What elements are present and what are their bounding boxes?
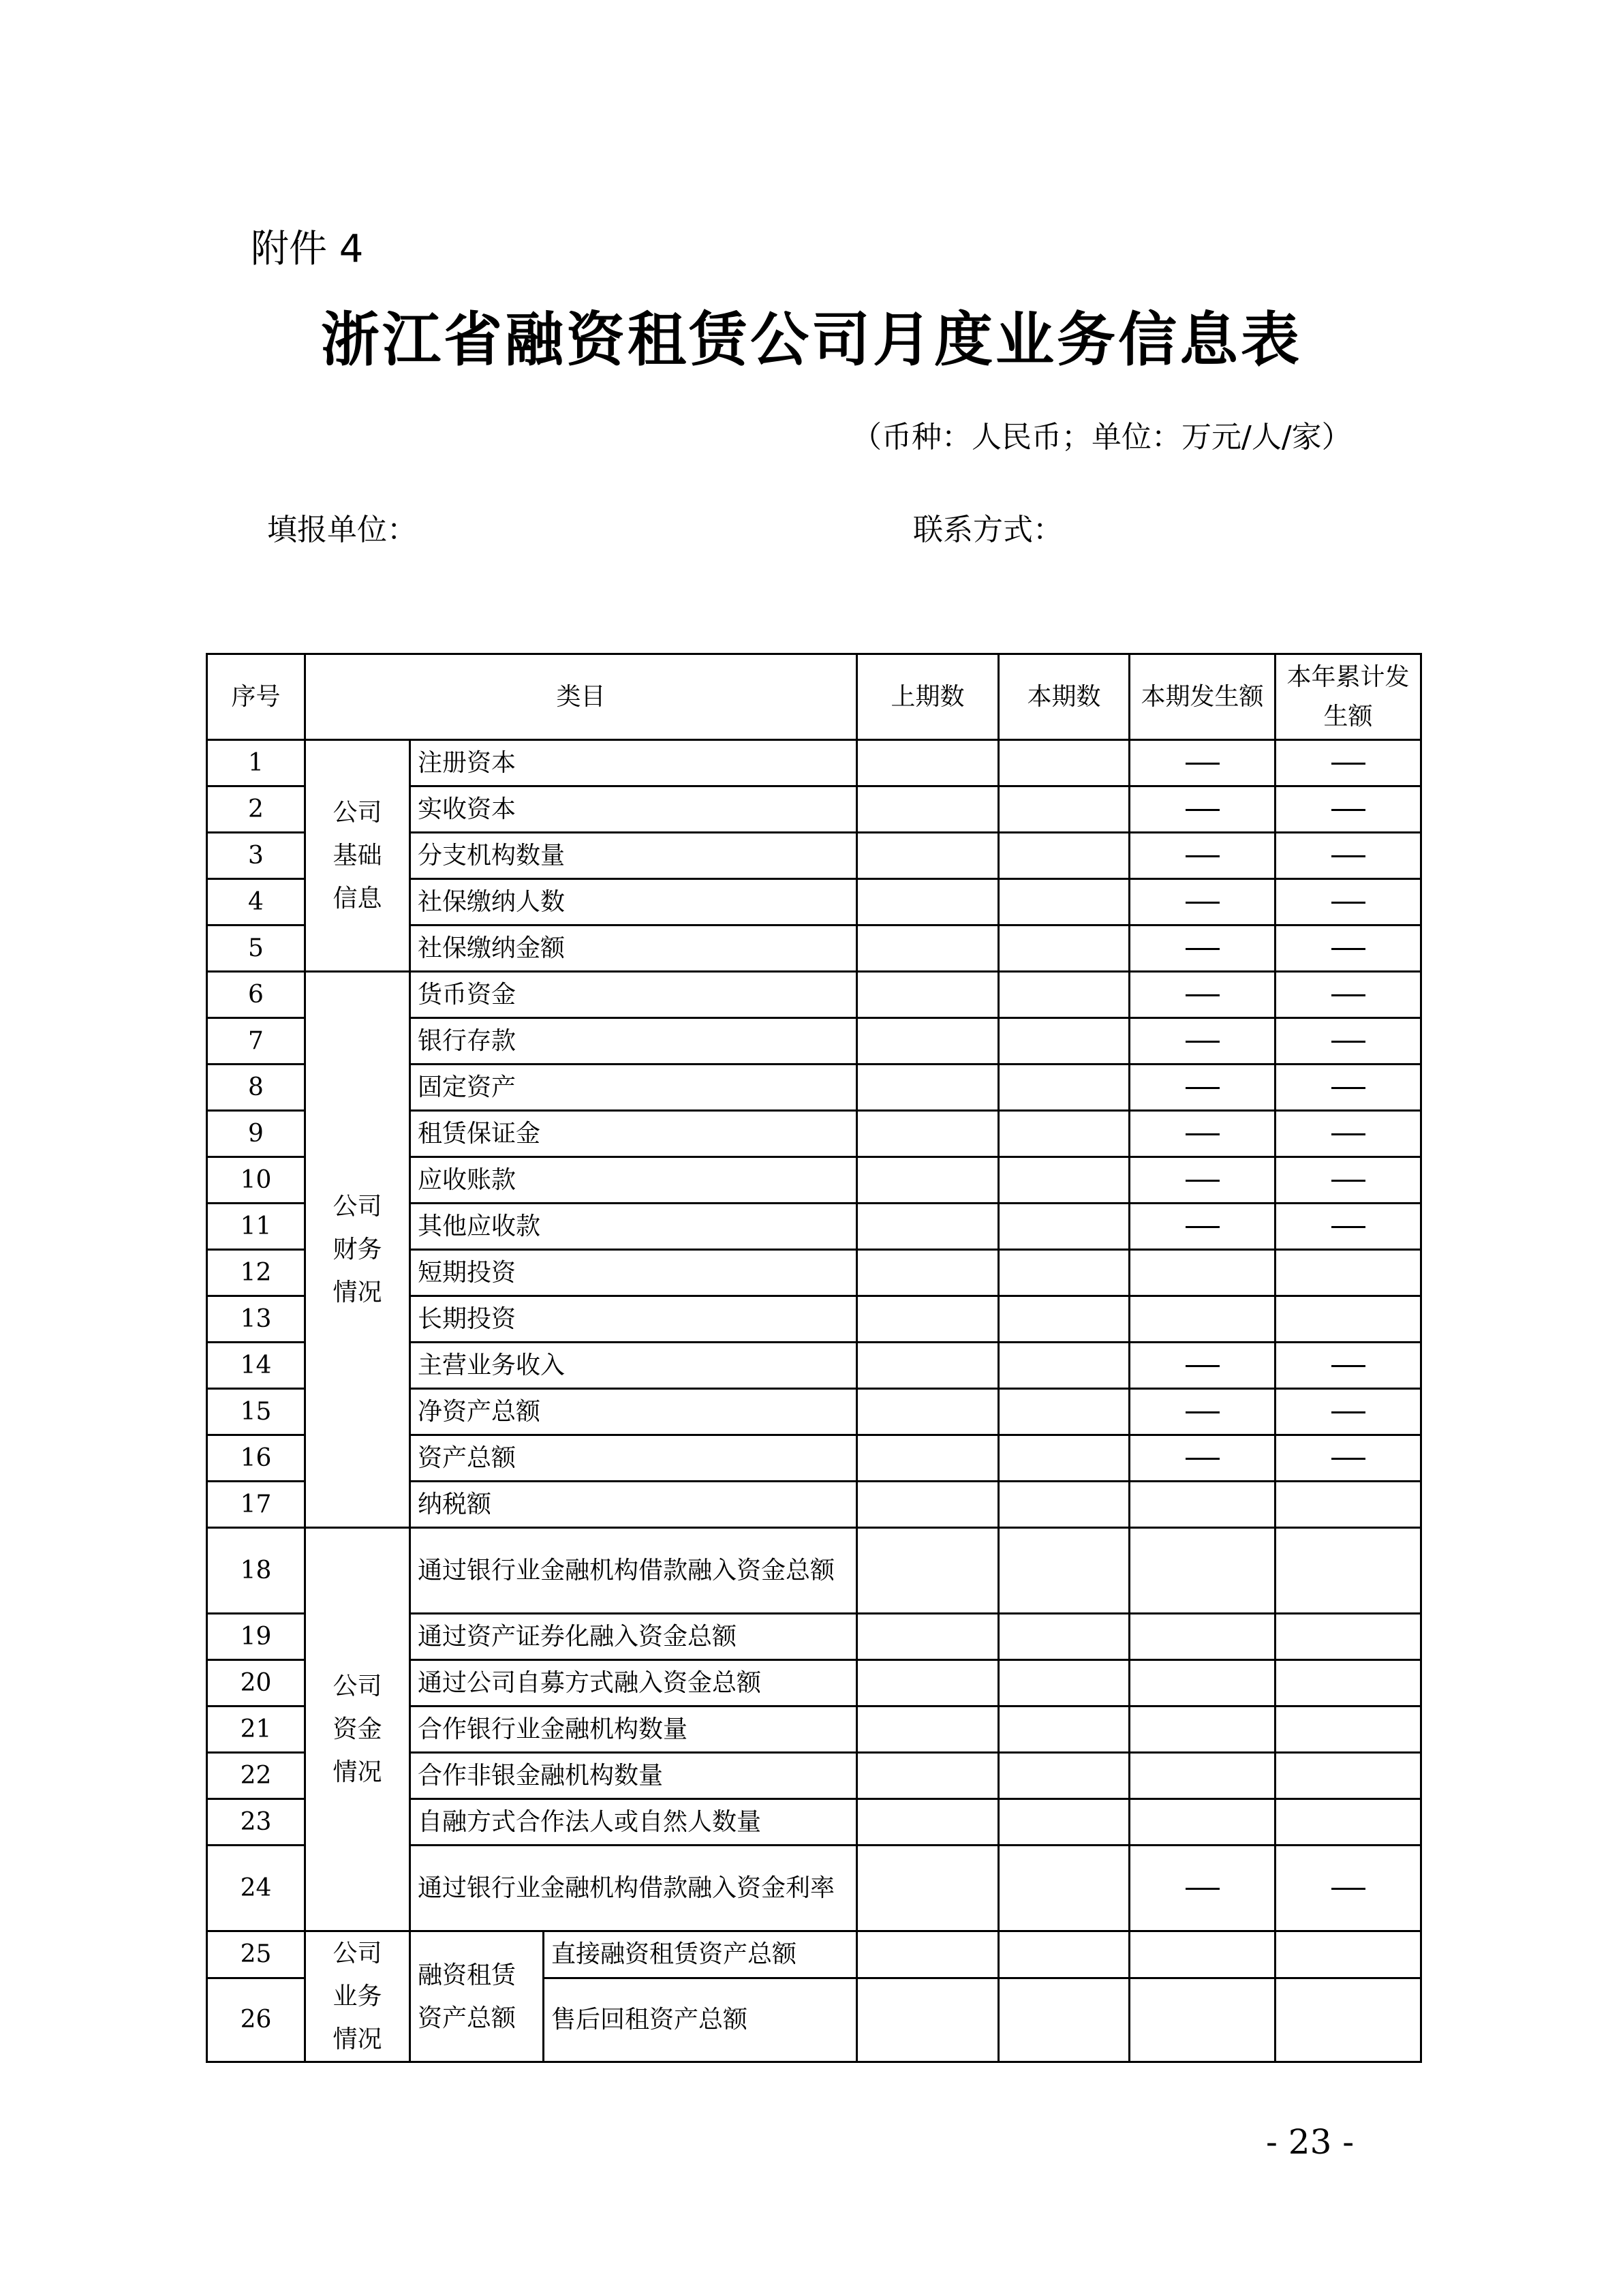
period-amount-cell[interactable] [1130, 1482, 1276, 1528]
not-applicable-dash [1186, 855, 1220, 857]
row-number: 19 [207, 1614, 305, 1660]
business-info-table [206, 653, 1422, 2063]
curr-value-cell[interactable] [999, 1435, 1130, 1482]
reporting-unit-label: 填报单位： [267, 512, 417, 547]
category-item: 主营业务收入 [410, 1343, 857, 1389]
curr-value-cell[interactable] [999, 786, 1130, 833]
year-amount-cell[interactable] [1276, 1528, 1421, 1614]
category-item: 应收账款 [410, 1157, 857, 1204]
row-number: 18 [207, 1528, 305, 1614]
not-applicable-dash [1331, 948, 1365, 950]
prev-value-cell[interactable] [857, 1846, 999, 1931]
row-number: 23 [207, 1799, 305, 1846]
table-header [207, 654, 1421, 740]
group-business [305, 1931, 410, 2062]
year-amount-cell[interactable] [1276, 1706, 1421, 1753]
not-applicable-dash [1186, 1365, 1220, 1367]
year-amount-cell-na [1276, 786, 1421, 833]
table-body [207, 740, 1421, 2062]
category-item: 通过资产证券化融入资金总额 [410, 1614, 857, 1660]
row-number: 25 [207, 1931, 305, 1978]
period-amount-cell[interactable] [1130, 1614, 1276, 1660]
not-applicable-dash [1331, 994, 1365, 996]
year-amount-cell-na [1276, 1018, 1421, 1065]
period-amount-cell[interactable] [1130, 1296, 1276, 1343]
not-applicable-dash [1186, 1226, 1220, 1228]
period-amount-cell[interactable] [1130, 1753, 1276, 1799]
period-amount-cell-na [1130, 925, 1276, 972]
prev-value-cell[interactable] [857, 1435, 999, 1482]
not-applicable-dash [1186, 948, 1220, 950]
not-applicable-dash [1331, 1365, 1365, 1367]
group-label-line: 业务 [333, 1983, 382, 2010]
not-applicable-dash [1331, 809, 1365, 811]
year-amount-cell[interactable] [1276, 1482, 1421, 1528]
group-label-line: 资金 [333, 1715, 382, 1743]
curr-value-cell[interactable] [999, 972, 1130, 1018]
prev-value-cell[interactable] [857, 1204, 999, 1250]
period-amount-cell-na [1130, 1389, 1276, 1435]
column-header-curr: 本期数 [999, 654, 1130, 740]
column-header-prev: 上期数 [857, 654, 999, 740]
not-applicable-dash [1186, 1458, 1220, 1460]
curr-value-cell[interactable] [999, 1614, 1130, 1660]
not-applicable-dash [1186, 1133, 1220, 1135]
category-item: 售后回租资产总额 [544, 1978, 857, 2062]
not-applicable-dash [1186, 1411, 1220, 1413]
group-label-line: 基础 [333, 842, 382, 870]
row-number: 10 [207, 1157, 305, 1204]
not-applicable-dash [1331, 1087, 1365, 1089]
period-amount-cell-na [1130, 1435, 1276, 1482]
period-amount-cell-na [1130, 1846, 1276, 1931]
row-number: 14 [207, 1343, 305, 1389]
curr-value-cell[interactable] [999, 925, 1130, 972]
curr-value-cell[interactable] [999, 1931, 1130, 1978]
row-number: 8 [207, 1065, 305, 1111]
not-applicable-dash [1331, 855, 1365, 857]
curr-value-cell[interactable] [999, 1111, 1130, 1157]
period-amount-cell-na [1130, 833, 1276, 879]
curr-value-cell[interactable] [999, 1706, 1130, 1753]
period-amount-cell-na [1130, 1018, 1276, 1065]
year-amount-cell-na [1276, 1204, 1421, 1250]
table-row [207, 1528, 1421, 1614]
period-amount-cell[interactable] [1130, 1250, 1276, 1296]
prev-value-cell[interactable] [857, 1111, 999, 1157]
category-item: 合作非银金融机构数量 [410, 1753, 857, 1799]
row-number: 15 [207, 1389, 305, 1435]
period-amount-cell[interactable] [1130, 1931, 1276, 1978]
prev-value-cell[interactable] [857, 1018, 999, 1065]
contact-info-label: 联系方式： [913, 512, 1063, 547]
category-item: 短期投资 [410, 1250, 857, 1296]
page-number: - 23 - [1266, 2122, 1355, 2162]
row-number: 2 [207, 786, 305, 833]
period-amount-cell-na [1130, 972, 1276, 1018]
not-applicable-dash [1331, 902, 1365, 904]
year-amount-cell-na [1276, 1065, 1421, 1111]
curr-value-cell[interactable] [999, 740, 1130, 786]
row-number: 4 [207, 879, 305, 925]
row-number: 1 [207, 740, 305, 786]
year-amount-cell[interactable] [1276, 1753, 1421, 1799]
not-applicable-dash [1331, 1226, 1365, 1228]
row-number: 7 [207, 1018, 305, 1065]
period-amount-cell-na [1130, 1157, 1276, 1204]
category-item: 实收资本 [410, 786, 857, 833]
prev-value-cell[interactable] [857, 1978, 999, 2062]
column-header-category: 类目 [305, 654, 857, 740]
curr-value-cell[interactable] [999, 1157, 1130, 1204]
period-amount-cell-na [1130, 1343, 1276, 1389]
group-funding [305, 1528, 410, 1931]
prev-value-cell[interactable] [857, 1296, 999, 1343]
curr-value-cell[interactable] [999, 1846, 1130, 1931]
period-amount-cell[interactable] [1130, 1660, 1276, 1706]
document-title: 浙江省融资租赁公司月度业务信息表 [321, 305, 1302, 374]
group-label-line: 公司 [333, 799, 382, 827]
group-label-line: 公司 [333, 1940, 382, 1968]
group-label-line: 财务 [333, 1236, 382, 1264]
year-amount-cell-na [1276, 1389, 1421, 1435]
row-number: 21 [207, 1706, 305, 1753]
category-item: 资产总额 [410, 1435, 857, 1482]
category-item: 注册资本 [410, 740, 857, 786]
curr-value-cell[interactable] [999, 879, 1130, 925]
year-amount-cell-na [1276, 833, 1421, 879]
year-amount-cell[interactable] [1276, 1660, 1421, 1706]
curr-value-cell[interactable] [999, 1753, 1130, 1799]
year-amount-cell[interactable] [1276, 1978, 1421, 2062]
group-label-line: 情况 [333, 2025, 382, 2053]
curr-value-cell[interactable] [999, 1978, 1130, 2062]
group-label-line: 情况 [333, 1758, 382, 1786]
not-applicable-dash [1331, 1180, 1365, 1182]
group-label-line: 公司 [333, 1672, 382, 1700]
row-number: 5 [207, 925, 305, 972]
curr-value-cell[interactable] [999, 833, 1130, 879]
period-amount-cell-na [1130, 1065, 1276, 1111]
table-row [207, 740, 1421, 786]
year-amount-cell-na [1276, 1157, 1421, 1204]
prev-value-cell[interactable] [857, 879, 999, 925]
category-item: 社保缴纳金额 [410, 925, 857, 972]
row-number: 16 [207, 1435, 305, 1482]
prev-value-cell[interactable] [857, 972, 999, 1018]
table-row [207, 1931, 1421, 1978]
prev-value-cell[interactable] [857, 1753, 999, 1799]
curr-value-cell[interactable] [999, 1660, 1130, 1706]
curr-value-cell[interactable] [999, 1065, 1130, 1111]
curr-value-cell[interactable] [999, 1343, 1130, 1389]
year-amount-cell[interactable] [1276, 1614, 1421, 1660]
not-applicable-dash [1186, 1888, 1220, 1890]
not-applicable-dash [1331, 1888, 1365, 1890]
prev-value-cell[interactable] [857, 1614, 999, 1660]
not-applicable-dash [1331, 1133, 1365, 1135]
category-item: 长期投资 [410, 1296, 857, 1343]
year-amount-cell-na [1276, 1435, 1421, 1482]
row-number: 3 [207, 833, 305, 879]
currency-unit-note: （币种：人民币；单位：万元/人/家） [852, 420, 1352, 455]
subgroup-lease-assets: 融资租赁资产总额 [410, 1931, 544, 2062]
row-number: 13 [207, 1296, 305, 1343]
prev-value-cell[interactable] [857, 740, 999, 786]
curr-value-cell[interactable] [999, 1296, 1130, 1343]
year-amount-cell[interactable] [1276, 1799, 1421, 1846]
prev-value-cell[interactable] [857, 1799, 999, 1846]
year-amount-cell-na [1276, 740, 1421, 786]
prev-value-cell[interactable] [857, 925, 999, 972]
table-row [207, 972, 1421, 1018]
not-applicable-dash [1186, 809, 1220, 811]
year-amount-cell-na [1276, 972, 1421, 1018]
prev-value-cell[interactable] [857, 1482, 999, 1528]
prev-value-cell[interactable] [857, 1389, 999, 1435]
period-amount-cell-na [1130, 740, 1276, 786]
not-applicable-dash [1331, 1458, 1365, 1460]
row-number: 11 [207, 1204, 305, 1250]
column-header-seq: 序号 [207, 654, 305, 740]
category-item: 自融方式合作法人或自然人数量 [410, 1799, 857, 1846]
not-applicable-dash [1186, 1180, 1220, 1182]
curr-value-cell[interactable] [999, 1204, 1130, 1250]
category-item: 固定资产 [410, 1065, 857, 1111]
prev-value-cell[interactable] [857, 1660, 999, 1706]
column-header-period-amount: 本期发生额 [1130, 654, 1276, 740]
period-amount-cell[interactable] [1130, 1978, 1276, 2062]
curr-value-cell[interactable] [999, 1528, 1130, 1614]
curr-value-cell[interactable] [999, 1799, 1130, 1846]
attachment-label: 附件 4 [251, 227, 364, 271]
group-finance [305, 972, 410, 1528]
period-amount-cell-na [1130, 786, 1276, 833]
prev-value-cell[interactable] [857, 1931, 999, 1978]
period-amount-cell[interactable] [1130, 1799, 1276, 1846]
row-number: 24 [207, 1846, 305, 1931]
year-amount-cell-na [1276, 1846, 1421, 1931]
year-amount-cell-na [1276, 925, 1421, 972]
year-amount-cell-na [1276, 1111, 1421, 1157]
group-label-line: 信息 [333, 885, 382, 913]
not-applicable-dash [1186, 994, 1220, 996]
prev-value-cell[interactable] [857, 1157, 999, 1204]
category-item: 社保缴纳人数 [410, 879, 857, 925]
not-applicable-dash [1186, 1087, 1220, 1089]
year-amount-cell-na [1276, 879, 1421, 925]
period-amount-cell[interactable] [1130, 1706, 1276, 1753]
category-item: 货币资金 [410, 972, 857, 1018]
prev-value-cell[interactable] [857, 786, 999, 833]
category-item: 通过银行业金融机构借款融入资金总额 [410, 1528, 857, 1614]
category-item: 银行存款 [410, 1018, 857, 1065]
curr-value-cell[interactable] [999, 1389, 1130, 1435]
row-number: 17 [207, 1482, 305, 1528]
period-amount-cell-na [1130, 879, 1276, 925]
row-number: 12 [207, 1250, 305, 1296]
period-amount-cell[interactable] [1130, 1528, 1276, 1614]
category-item: 净资产总额 [410, 1389, 857, 1435]
not-applicable-dash [1186, 902, 1220, 904]
not-applicable-dash [1186, 1041, 1220, 1043]
prev-value-cell[interactable] [857, 1528, 999, 1614]
not-applicable-dash [1331, 763, 1365, 765]
period-amount-cell-na [1130, 1111, 1276, 1157]
prev-value-cell[interactable] [857, 1343, 999, 1389]
curr-value-cell[interactable] [999, 1482, 1130, 1528]
year-amount-cell[interactable] [1276, 1250, 1421, 1296]
prev-value-cell[interactable] [857, 833, 999, 879]
column-header-year-amount: 本年累计发生额 [1276, 654, 1421, 740]
category-item: 纳税额 [410, 1482, 857, 1528]
year-amount-cell-na [1276, 1343, 1421, 1389]
curr-value-cell[interactable] [999, 1250, 1130, 1296]
category-item: 租赁保证金 [410, 1111, 857, 1157]
not-applicable-dash [1331, 1411, 1365, 1413]
year-amount-cell[interactable] [1276, 1296, 1421, 1343]
category-item: 分支机构数量 [410, 833, 857, 879]
period-amount-cell-na [1130, 1204, 1276, 1250]
category-item: 通过银行业金融机构借款融入资金利率 [410, 1846, 857, 1931]
prev-value-cell[interactable] [857, 1706, 999, 1753]
category-item: 其他应收款 [410, 1204, 857, 1250]
prev-value-cell[interactable] [857, 1250, 999, 1296]
group-label-line: 情况 [333, 1279, 382, 1306]
not-applicable-dash [1186, 763, 1220, 765]
not-applicable-dash [1331, 1041, 1365, 1043]
prev-value-cell[interactable] [857, 1065, 999, 1111]
row-number: 22 [207, 1753, 305, 1799]
group-label-line: 公司 [333, 1193, 382, 1221]
row-number: 6 [207, 972, 305, 1018]
row-number: 26 [207, 1978, 305, 2062]
category-item: 合作银行业金融机构数量 [410, 1706, 857, 1753]
category-item: 通过公司自募方式融入资金总额 [410, 1660, 857, 1706]
year-amount-cell[interactable] [1276, 1931, 1421, 1978]
group-basic-info [305, 740, 410, 972]
row-number: 9 [207, 1111, 305, 1157]
category-item: 直接融资租赁资产总额 [544, 1931, 857, 1978]
curr-value-cell[interactable] [999, 1018, 1130, 1065]
row-number: 20 [207, 1660, 305, 1706]
